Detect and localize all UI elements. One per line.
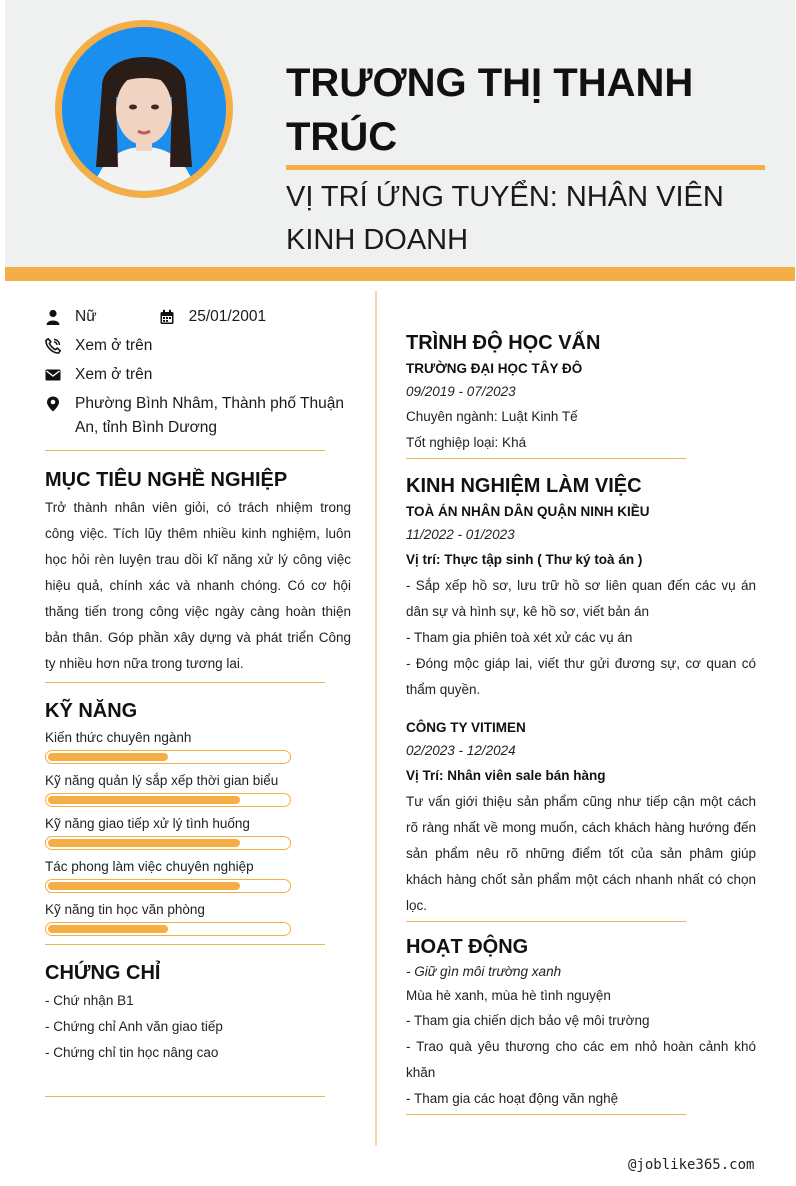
skill-bar-track	[45, 750, 291, 764]
job-detail: - Sắp xếp hồ sơ, lưu trữ hồ sơ liên quan đến các vụ án dân sự và hình sự, kê hồ sơ, viết bản án	[406, 578, 756, 619]
right-column	[406, 330, 756, 1115]
activity-item: - Trao quà yêu thương cho các em nhỏ hoàn cảnh khó khăn	[406, 1039, 756, 1080]
objective-text: Trở thành nhân viên giỏi, có trách nhiệm trong công việc. Tích lũy thêm nhiều kinh nghiệm, luôn học hỏi rèn luyện trau dồi kĩ năng xử lý công việc hiệu quả, chính xác và nhanh chóng. Có cơ hội thăng tiến trong công việc ngày càng hoàn thiện bản thân. Góp phần xây dựng và phát triển Công ty nhiều hơn nữa trong tương lai.	[45, 500, 351, 671]
footer-watermark: @joblike365.com	[628, 1157, 755, 1173]
phone-icon	[45, 334, 61, 358]
skill-item	[45, 814, 351, 850]
portrait-illustration	[62, 27, 226, 191]
experience-title: KINH NGHIỆM LÀM VIỆC	[406, 475, 642, 497]
education-period: 09/2019 - 07/2023	[406, 384, 516, 399]
job-role: Vị Trí: Nhân viên sale bán hàng	[406, 768, 606, 783]
skill-bar-fill	[48, 882, 240, 890]
certificate-item: - Chứng chỉ tin học nâng cao	[45, 1045, 219, 1060]
job-detail: Tư vấn giới thiệu sản phẩm cũng như tiếp cận một cách rõ ràng nhất về mong muốn, cách khách hàng hướng đến sản phẩm nêu rõ những điểm tốt của sản phâm giúp khách hàng chốt sản phẩm một cách nhanh nhất có chọn lọc.	[406, 794, 756, 913]
skill-bar-track	[45, 879, 291, 893]
job-period: 02/2023 - 12/2024	[406, 743, 516, 758]
address-row	[45, 392, 351, 440]
objective-title: MỤC TIÊU NGHỀ NGHIỆP	[45, 469, 288, 491]
certificates-title: CHỨNG CHỈ	[45, 962, 161, 984]
phone-value: Xem ở trên	[75, 337, 153, 354]
header-accent-bar	[5, 267, 795, 281]
divider	[45, 1096, 325, 1097]
phone-row	[45, 334, 351, 358]
education-major: Chuyên ngành: Luật Kinh Tế	[406, 409, 578, 424]
skills-list	[45, 728, 351, 936]
skill-label: Kỹ năng tin học văn phòng	[45, 902, 205, 917]
education-grade: Tốt nghiệp loại: Khá	[406, 435, 527, 450]
gender-value: Nữ	[75, 308, 97, 325]
education-title: TRÌNH ĐỘ HỌC VẤN	[406, 332, 601, 354]
skill-item	[45, 771, 351, 807]
skill-label: Kiến thức chuyên ngành	[45, 730, 192, 745]
calendar-icon	[159, 305, 175, 329]
skill-label: Kỹ năng quản lý sắp xếp thời gian biểu	[45, 773, 279, 788]
skill-label: Kỹ năng giao tiếp xử lý tình huống	[45, 816, 250, 831]
activities-title: HOẠT ĐỘNG	[406, 936, 529, 958]
skill-bar-fill	[48, 839, 240, 847]
divider	[406, 1114, 686, 1115]
dob-group	[159, 305, 267, 329]
job-detail: - Tham gia phiên toà xét xử các vụ án	[406, 630, 633, 645]
certificate-item: - Chứng chỉ Anh văn giao tiếp	[45, 1019, 223, 1034]
applied-position: VỊ TRÍ ỨNG TUYỂN: NHÂN VIÊN KINH DOANH	[286, 181, 724, 256]
job-org: CÔNG TY VITIMEN	[406, 720, 526, 735]
left-column	[45, 305, 351, 1097]
skill-bar-fill	[48, 796, 240, 804]
candidate-name: TRƯƠNG THỊ THANH TRÚC	[286, 61, 694, 159]
user-icon	[45, 305, 61, 329]
skill-bar-track	[45, 836, 291, 850]
activities-subtitle: - Giữ gìn môi trường xanh	[406, 964, 562, 979]
school-name: TRƯỜNG ĐẠI HỌC TÂY ĐÔ	[406, 361, 583, 376]
gender-dob-row	[45, 305, 351, 329]
avatar	[55, 20, 233, 198]
skills-title: KỸ NĂNG	[45, 700, 138, 722]
job-detail: - Đóng mộc giáp lai, viết thư gửi đương sự, cơ quan có thẩm quyền.	[406, 656, 756, 697]
activity-item: - Tham gia chiến dịch bảo vệ môi trường	[406, 1013, 650, 1028]
job-period: 11/2022 - 01/2023	[406, 527, 515, 542]
activity-item: Mùa hè xanh, mùa hè tình nguyện	[406, 988, 611, 1003]
skill-label: Tác phong làm việc chuyên nghiệp	[45, 859, 254, 874]
job-role: Vị trí: Thực tập sinh ( Thư ký toà án )	[406, 552, 643, 567]
address-value: Phường Bình Nhâm, Thành phố Thuận An, tỉnh Bình Dương	[75, 395, 345, 436]
skill-bar-fill	[48, 925, 168, 933]
profile-photo	[62, 27, 226, 191]
skill-item	[45, 900, 351, 936]
skill-item	[45, 857, 351, 893]
email-row	[45, 363, 351, 387]
job-org: TOÀ ÁN NHÂN DÂN QUẬN NINH KIỀU	[406, 504, 650, 519]
skill-item	[45, 728, 351, 764]
skill-bar-track	[45, 793, 291, 807]
dob-value: 25/01/2001	[188, 308, 267, 325]
name-underline	[286, 165, 765, 170]
certificate-item: - Chứ nhận B1	[45, 993, 134, 1008]
map-pin-icon	[45, 392, 61, 416]
skill-bar-fill	[48, 753, 168, 761]
certificates-list	[45, 988, 351, 1066]
activity-item: - Tham gia các hoạt động văn nghệ	[406, 1091, 619, 1106]
skill-bar-track	[45, 922, 291, 936]
envelope-icon	[45, 363, 61, 387]
email-value: Xem ở trên	[75, 366, 153, 383]
column-divider	[375, 291, 377, 1146]
